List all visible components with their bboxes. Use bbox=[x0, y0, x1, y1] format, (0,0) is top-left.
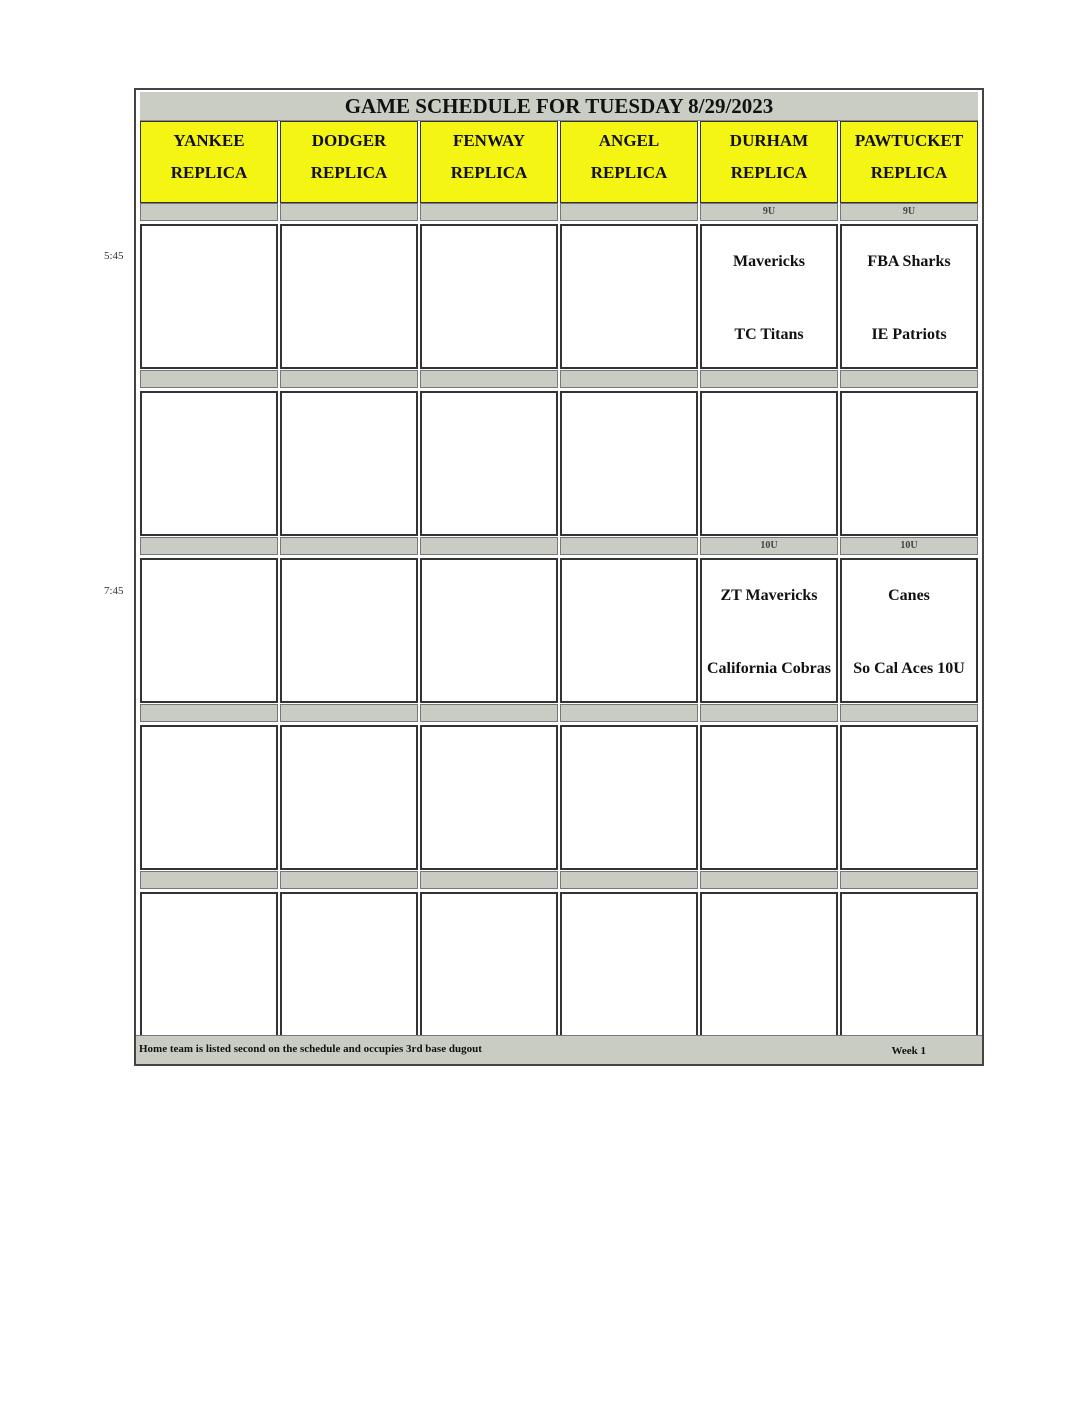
division-band bbox=[700, 704, 838, 722]
time-label-1: 5:45 bbox=[104, 250, 124, 262]
division-band bbox=[560, 537, 698, 555]
division-band bbox=[140, 871, 278, 889]
division-band bbox=[140, 704, 278, 722]
division-band bbox=[280, 537, 418, 555]
field-name: YANKEE bbox=[173, 131, 245, 150]
division-band bbox=[560, 203, 698, 221]
division-band bbox=[840, 704, 978, 722]
field-name: DODGER bbox=[311, 131, 387, 150]
division-band bbox=[840, 370, 978, 388]
division-band bbox=[140, 203, 278, 221]
footer-note: Home team is listed second on the schedule and occupies 3rd base dugout bbox=[139, 1043, 482, 1055]
division-band: 9U bbox=[840, 203, 978, 221]
game-cell bbox=[420, 892, 558, 1037]
field-column-fenway bbox=[420, 121, 558, 1034]
schedule-columns bbox=[140, 121, 978, 1034]
game-cell bbox=[840, 391, 978, 536]
division-band bbox=[700, 370, 838, 388]
field-header bbox=[140, 121, 278, 203]
week-label: Week 1 bbox=[891, 1045, 926, 1057]
away-team: ZT Mavericks bbox=[720, 587, 818, 604]
game-cell bbox=[140, 224, 278, 369]
field-column-pawtucket bbox=[840, 121, 978, 1034]
game-cell bbox=[560, 391, 698, 536]
game-cell bbox=[280, 391, 418, 536]
division-band bbox=[140, 370, 278, 388]
time-label-2: 7:45 bbox=[104, 585, 124, 597]
game-cell bbox=[560, 224, 698, 369]
field-subtitle: REPLICA bbox=[590, 163, 668, 182]
division-band: 10U bbox=[700, 537, 838, 555]
game-cell bbox=[420, 558, 558, 703]
game-cell bbox=[840, 558, 978, 703]
home-team: IE Patriots bbox=[871, 326, 947, 343]
field-name: FENWAY bbox=[452, 131, 526, 150]
field-column-yankee bbox=[140, 121, 278, 1034]
division-band bbox=[280, 704, 418, 722]
field-subtitle: REPLICA bbox=[170, 163, 248, 182]
division-band bbox=[420, 871, 558, 889]
game-cell bbox=[700, 224, 838, 369]
field-subtitle: REPLICA bbox=[870, 163, 948, 182]
division-band bbox=[560, 370, 698, 388]
away-team: FBA Sharks bbox=[867, 253, 951, 270]
game-cell bbox=[560, 725, 698, 870]
game-cell bbox=[700, 391, 838, 536]
field-header bbox=[560, 121, 698, 203]
away-team: Mavericks bbox=[733, 253, 805, 270]
game-cell bbox=[840, 892, 978, 1037]
field-name: PAWTUCKET bbox=[854, 131, 964, 150]
away-team: Canes bbox=[888, 587, 930, 604]
game-cell bbox=[140, 725, 278, 870]
game-cell bbox=[700, 725, 838, 870]
field-column-dodger bbox=[280, 121, 418, 1034]
game-cell bbox=[420, 391, 558, 536]
game-cell bbox=[280, 725, 418, 870]
field-subtitle: REPLICA bbox=[310, 163, 388, 182]
field-header bbox=[420, 121, 558, 203]
division-band bbox=[700, 871, 838, 889]
division-band bbox=[420, 203, 558, 221]
schedule-table bbox=[134, 88, 984, 1066]
game-cell bbox=[280, 892, 418, 1037]
division-band bbox=[420, 370, 558, 388]
division-band bbox=[140, 537, 278, 555]
game-cell bbox=[560, 558, 698, 703]
field-header bbox=[700, 121, 838, 203]
game-cell bbox=[280, 224, 418, 369]
game-cell bbox=[840, 224, 978, 369]
field-subtitle: REPLICA bbox=[730, 163, 808, 182]
field-name: DURHAM bbox=[729, 131, 809, 150]
home-team: So Cal Aces 10U bbox=[853, 660, 965, 677]
field-name: ANGEL bbox=[598, 131, 660, 150]
field-header bbox=[280, 121, 418, 203]
division-band: 9U bbox=[700, 203, 838, 221]
division-band bbox=[280, 370, 418, 388]
division-band bbox=[840, 871, 978, 889]
division-band bbox=[420, 537, 558, 555]
field-column-durham bbox=[700, 121, 838, 1034]
game-cell bbox=[700, 892, 838, 1037]
field-subtitle: REPLICA bbox=[450, 163, 528, 182]
game-cell bbox=[420, 224, 558, 369]
division-band bbox=[280, 203, 418, 221]
game-cell bbox=[560, 892, 698, 1037]
game-cell bbox=[140, 892, 278, 1037]
division-band bbox=[560, 871, 698, 889]
game-cell bbox=[700, 558, 838, 703]
game-cell bbox=[420, 725, 558, 870]
schedule-footer bbox=[136, 1035, 982, 1064]
division-band bbox=[280, 871, 418, 889]
division-band bbox=[560, 704, 698, 722]
home-team: California Cobras bbox=[707, 660, 831, 677]
field-header bbox=[840, 121, 978, 203]
field-column-angel bbox=[560, 121, 698, 1034]
division-band bbox=[420, 704, 558, 722]
game-cell bbox=[840, 725, 978, 870]
game-cell bbox=[140, 391, 278, 536]
game-cell bbox=[140, 558, 278, 703]
home-team: TC Titans bbox=[734, 326, 804, 343]
game-cell bbox=[280, 558, 418, 703]
division-band: 10U bbox=[840, 537, 978, 555]
schedule-title: GAME SCHEDULE FOR TUESDAY 8/29/2023 bbox=[140, 92, 978, 121]
